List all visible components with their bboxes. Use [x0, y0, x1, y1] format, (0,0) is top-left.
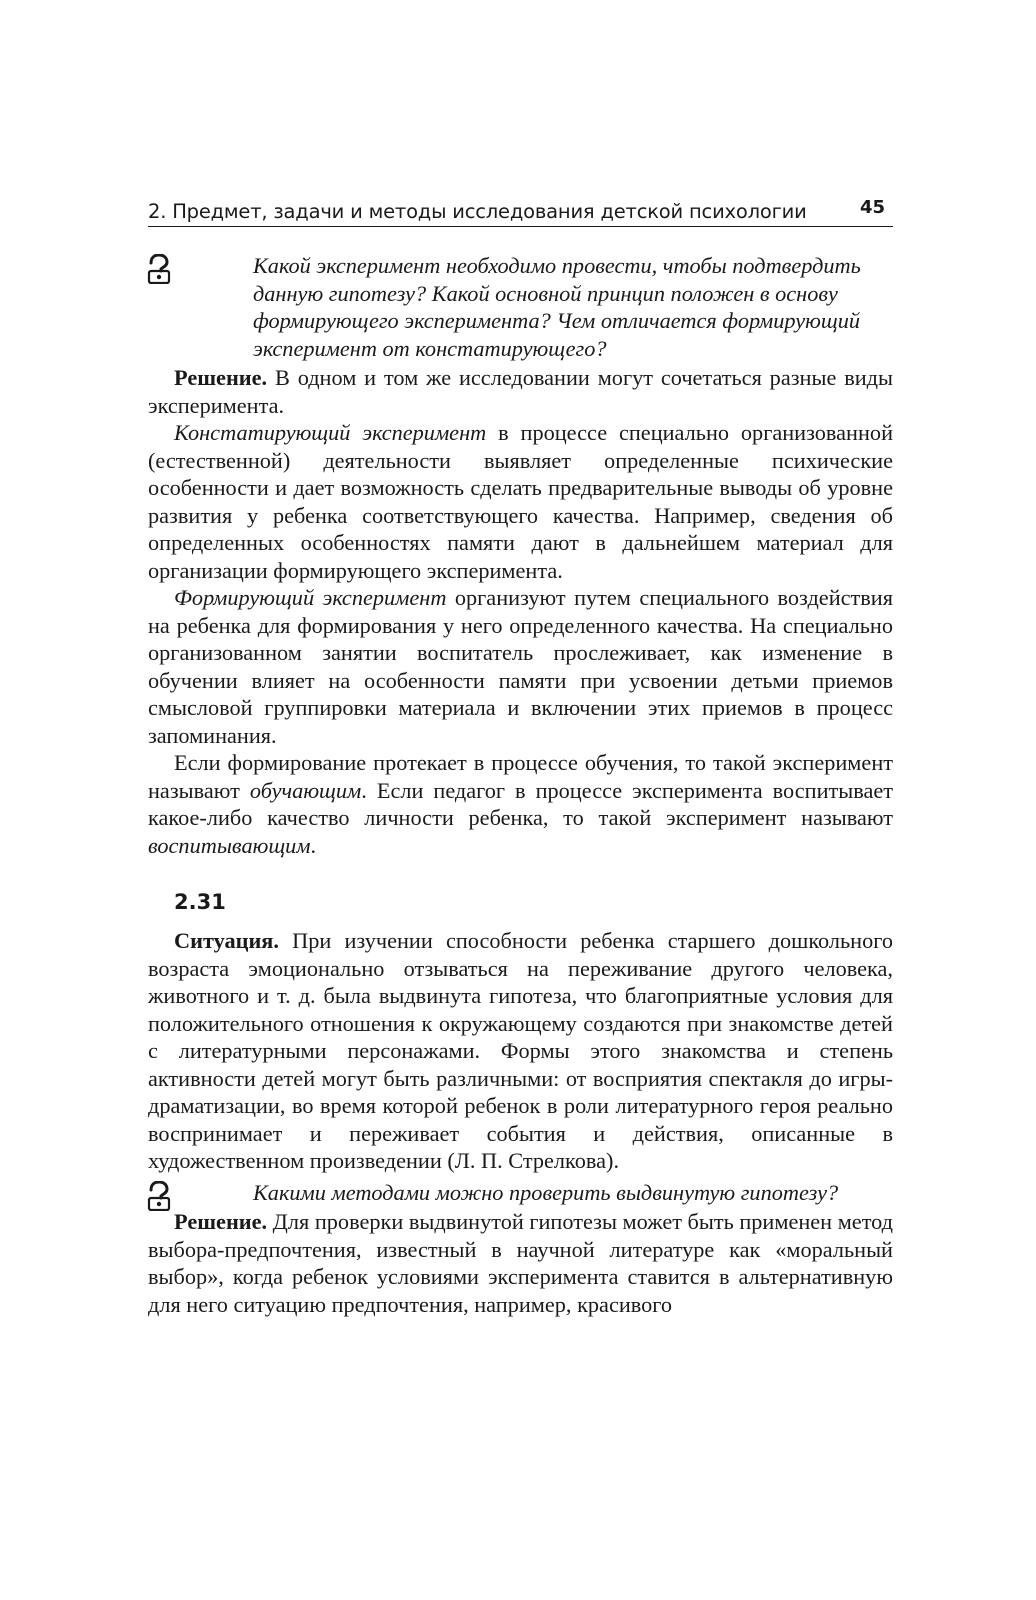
solution-text: Для проверки выдвинутой гипотезы может быть применен метод выбора-предпочтения, известный в научной литературе как «моральный выбор», когда ребенок условиями эксперимента ставится в альтернативную для него ситуацию предпочтения, например, красивого	[148, 1209, 894, 1317]
solution-paragraph-1	[148, 364, 893, 419]
page-number: 45	[859, 197, 885, 218]
term-forming: Формирующий эксперимент	[174, 585, 447, 610]
forming-paragraph	[148, 584, 893, 749]
term-teaching: обучающим	[249, 777, 362, 803]
question-block-2	[148, 1179, 893, 1207]
situation-text: При изучении способности ребенка старшего дошкольного возраста эмоционально отзываться на переживание другого человека, животного и т. д. была выдвинута гипотеза, что благоприятные условия для положительного отношения к окружающему создаются при знакомстве детей с литературными персонажами. Формы этого знакомства и степень активности детей могут быть различными: от восприятия спектакля до игры-драматизации, во время которой ребенок в роли литературного героя реально воспринимает и переживает события и действия, описанные в художественном произведении (Л. П. Стрелкова).	[148, 928, 893, 1173]
ascertaining-text: в процессе специально организованной (естественной) деятельности выявляет определенные психические особенности и дает возможность сделать предварительные выводы об уровне развития у ребенка соответствующего качества. Например, сведения об определенных особенностях памяти дают в дальнейшем материал для организации формирующего эксперимента.	[148, 420, 893, 583]
question-lock-icon	[146, 254, 172, 284]
page-body	[148, 252, 893, 1318]
question-lock-icon	[146, 1181, 172, 1211]
solution-label: Решение.	[174, 1209, 268, 1234]
solution-text: В одном и том же исследовании могут сочетаться разные виды эксперимента.	[148, 365, 893, 418]
term-ascertaining: Констатирующий эксперимент	[174, 420, 487, 445]
question-text-2: Какими методами можно проверить выдвинутую гипотезу?	[253, 1179, 839, 1205]
situation-paragraph	[148, 927, 893, 1175]
situation-label: Ситуация.	[174, 928, 279, 953]
teaching-text-2: . Если педагог в процессе эксперимента воспитывает какое-либо качество личности ребенка, то такой эксперимент называют	[148, 777, 893, 830]
running-header	[148, 194, 893, 227]
running-head-title: 2. Предмет, задачи и методы исследования детской психологии	[148, 200, 807, 223]
forming-text: организуют путем специального воздействия на ребенка для формирования у него определенного качества. На специально организованном занятии воспитатель прослеживает, как изменение в обучении влияет на особенности памяти при усвоении детьми приемов смысловой группировки материала и включении этих приемов в процесс запоминания.	[148, 585, 893, 748]
question-block-1	[148, 252, 893, 362]
ascertaining-paragraph	[148, 419, 893, 584]
teaching-text-1: Если формирование протекает в процессе обучения, то такой эксперимент называют	[148, 750, 893, 803]
teaching-paragraph	[148, 749, 893, 859]
solution-label: Решение.	[174, 365, 268, 390]
question-text-1: Какой эксперимент необходимо провести, чтобы подтвердить данную гипотезу? Какой основной принцип положен в основу формирующего эксперимента? Чем отличается формирующий эксперимент от констатирующего?	[253, 253, 861, 361]
teaching-text-3: .	[310, 832, 317, 858]
section-number: 2.31	[174, 890, 226, 914]
term-upbringing: воспитывающим	[148, 832, 311, 858]
solution-paragraph-2	[148, 1208, 893, 1318]
